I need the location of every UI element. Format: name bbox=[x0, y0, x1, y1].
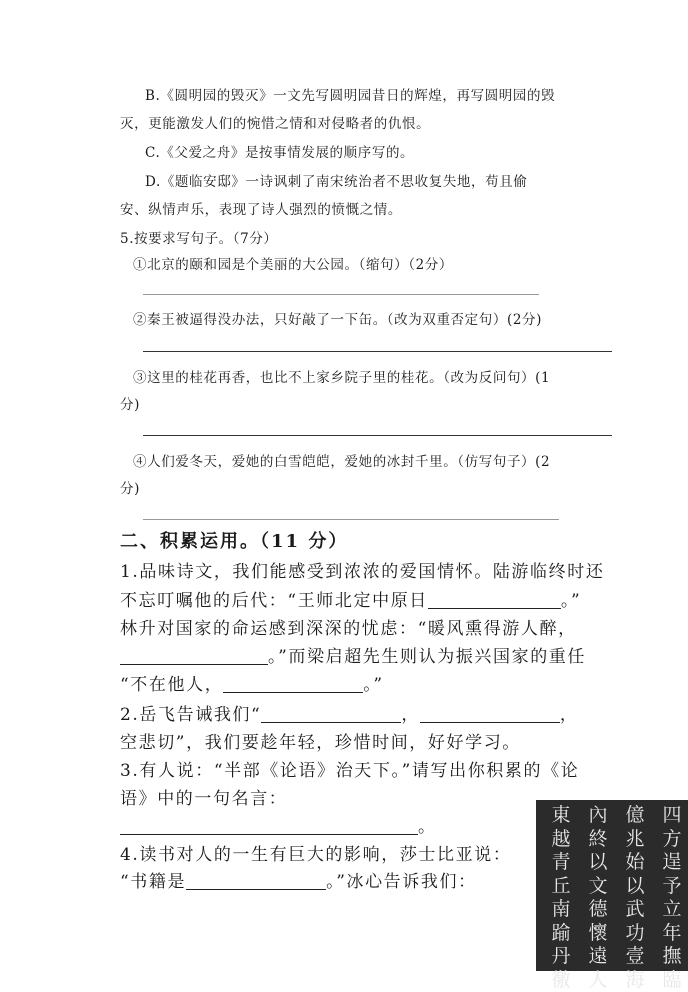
question-5-item-1: ①北京的颐和园是个美丽的大公园。（缩句）（2分） bbox=[133, 253, 453, 273]
calligraphy-character: 青 bbox=[551, 851, 570, 875]
answer-line-5-4[interactable] bbox=[143, 519, 559, 520]
calligraphy-character: 懷 bbox=[588, 922, 607, 946]
question-3-line-3 bbox=[120, 812, 437, 837]
answer-line-5-3[interactable] bbox=[143, 435, 612, 436]
calligraphy-character: 億 bbox=[625, 804, 644, 828]
question-3-line-1: 3.有人说：“半部《论语》治天下。”请写出你积累的《论 bbox=[120, 756, 579, 781]
question-5-item-3-line-1: ③这里的桂花再香，也比不上家乡院子里的桂花。（改为反问句）(1 bbox=[133, 366, 550, 386]
option-b-line-2: 灭，更能激发人们的惋惜之情和对侵略者的仇恨。 bbox=[120, 112, 430, 132]
blank-2a[interactable] bbox=[261, 706, 401, 723]
option-c-line: C.《父爱之舟》是按事情发展的顺序写的。 bbox=[145, 141, 414, 161]
calligraphy-rubbing bbox=[536, 800, 688, 971]
blank-2b[interactable] bbox=[420, 706, 560, 723]
calligraphy-character: 立 bbox=[662, 898, 681, 922]
question-1-line-5 bbox=[120, 670, 384, 695]
calligraphy-character: 壹 bbox=[625, 945, 644, 969]
question-4-line-2-text: “书籍是 bbox=[120, 872, 186, 892]
question-2-comma-1: ， bbox=[401, 705, 420, 725]
calligraphy-character: 予 bbox=[662, 875, 681, 899]
question-2-comma-2: ， bbox=[560, 705, 579, 725]
question-3-line-3-end: 。 bbox=[418, 817, 437, 837]
calligraphy-character: 武 bbox=[625, 898, 644, 922]
question-1-line-4-text: 。”而梁启超先生则认为振兴国家的重任 bbox=[268, 647, 586, 667]
question-1-line-2-end: 。” bbox=[561, 591, 581, 611]
calligraphy-character: 人 bbox=[588, 969, 607, 992]
blank-3[interactable] bbox=[120, 818, 418, 835]
question-4-line-2 bbox=[120, 867, 477, 892]
question-1-line-1: 1.品味诗文，我们能感受到浓浓的爱国情怀。陆游临终时还 bbox=[120, 557, 604, 582]
question-5-item-3-line-2: 分) bbox=[120, 393, 140, 413]
question-2-line-2: 空悲切”，我们要趁年轻，珍惜时间，好好学习。 bbox=[120, 728, 521, 753]
calligraphy-character: 丘 bbox=[551, 875, 570, 899]
blank-1a[interactable] bbox=[428, 592, 561, 609]
calligraphy-column-2 bbox=[623, 804, 647, 992]
question-1-line-2 bbox=[120, 586, 581, 611]
blank-1b[interactable] bbox=[120, 648, 268, 665]
question-1-line-4 bbox=[120, 642, 586, 667]
calligraphy-character: 德 bbox=[588, 898, 607, 922]
question-2-line-1-text: 2.岳飞告诫我们“ bbox=[120, 705, 261, 725]
calligraphy-column-4 bbox=[549, 804, 573, 992]
question-5-title: 5.按要求写句子。（7分） bbox=[120, 227, 278, 247]
calligraphy-character: 兆 bbox=[625, 828, 644, 852]
calligraphy-character: 以 bbox=[625, 875, 644, 899]
calligraphy-character: 以 bbox=[588, 851, 607, 875]
calligraphy-character: 臨 bbox=[662, 969, 681, 992]
question-2-line-1 bbox=[120, 700, 579, 725]
option-d-line-2: 安、纵情声乐，表现了诗人强烈的愤慨之情。 bbox=[120, 198, 402, 218]
calligraphy-character: 遠 bbox=[588, 945, 607, 969]
calligraphy-character: 徼 bbox=[551, 969, 570, 992]
calligraphy-character: 四 bbox=[662, 804, 681, 828]
calligraphy-character: 年 bbox=[662, 922, 681, 946]
answer-line-5-2[interactable] bbox=[143, 351, 612, 352]
calligraphy-character: 越 bbox=[551, 828, 570, 852]
question-5-item-4-line-1: ④人们爱冬天，爱她的白雪皑皑，爱她的冰封千里。（仿写句子）(2 bbox=[133, 450, 550, 470]
question-1-line-2-text: 不忘叮嘱他的后代：“王师北定中原日 bbox=[120, 591, 428, 611]
calligraphy-character: 終 bbox=[588, 828, 607, 852]
calligraphy-character: 文 bbox=[588, 875, 607, 899]
calligraphy-character: 方 bbox=[662, 828, 681, 852]
calligraphy-character: 始 bbox=[625, 851, 644, 875]
question-3-line-2: 语》中的一句名言： bbox=[120, 784, 287, 809]
calligraphy-column-3 bbox=[586, 804, 610, 992]
option-b-line-1: B.《圆明园的毁灭》一文先写圆明园昔日的辉煌，再写圆明园的毁 bbox=[145, 84, 555, 104]
calligraphy-character: 丹 bbox=[551, 945, 570, 969]
blank-4[interactable] bbox=[186, 873, 326, 890]
question-1-line-5-text: “不在他人， bbox=[120, 675, 223, 695]
calligraphy-character: 南 bbox=[551, 898, 570, 922]
question-4-line-2-end: 。”冰心告诉我们： bbox=[326, 872, 477, 892]
calligraphy-character: 功 bbox=[625, 922, 644, 946]
calligraphy-character: 海 bbox=[625, 969, 644, 992]
question-5-item-2: ②秦王被逼得没办法，只好敲了一下缶。（改为双重否定句）(2分) bbox=[133, 308, 542, 328]
question-4-line-1: 4.读书对人的一生有巨大的影响，莎士比亚说： bbox=[120, 840, 511, 865]
calligraphy-character: 內 bbox=[588, 804, 607, 828]
calligraphy-character: 東 bbox=[551, 804, 570, 828]
answer-line-5-1[interactable] bbox=[143, 294, 539, 295]
option-d-line-1: D.《题临安邸》一诗讽刺了南宋统治者不思收复失地，苟且偷 bbox=[145, 170, 527, 190]
question-5-item-4-line-2: 分) bbox=[120, 477, 140, 497]
blank-1c[interactable] bbox=[223, 676, 363, 693]
calligraphy-character: 撫 bbox=[662, 945, 681, 969]
section-2-heading: 二、积累运用。（11 分） bbox=[120, 527, 348, 553]
calligraphy-column-1 bbox=[660, 804, 684, 992]
question-1-line-3: 林升对国家的命运感到深深的忧虑：“暖风熏得游人醉， bbox=[120, 614, 577, 639]
calligraphy-character: 踰 bbox=[551, 922, 570, 946]
calligraphy-character: 逞 bbox=[662, 851, 681, 875]
question-1-line-5-end: 。” bbox=[363, 675, 383, 695]
